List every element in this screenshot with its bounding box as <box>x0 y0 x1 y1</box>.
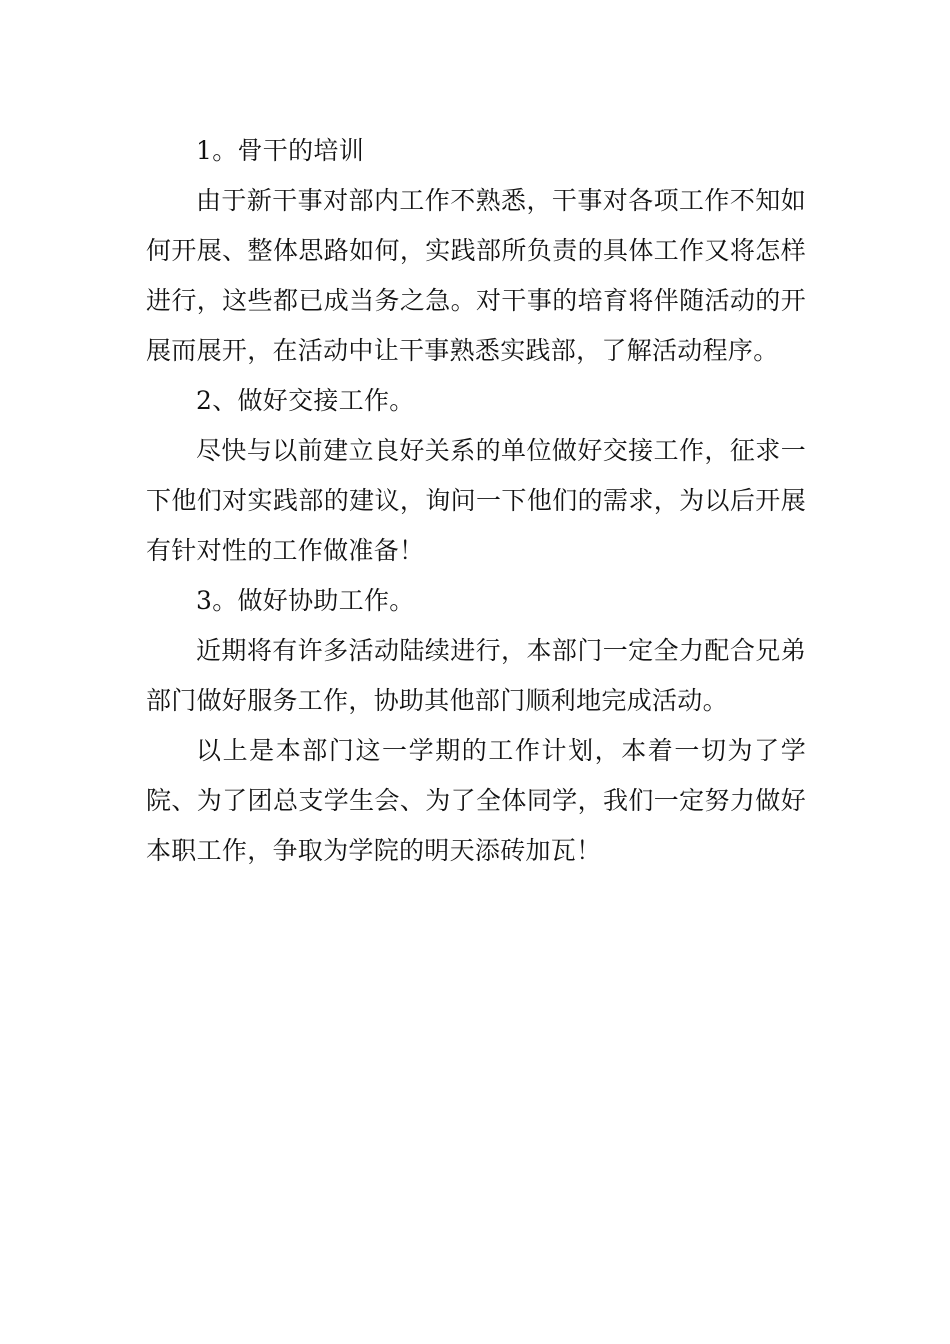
paragraph-conclusion: 以上是本部门这一学期的工作计划，本着一切为了学院、为了团总支学生会、为了全体同学，我们一定努力做好本职工作，争取为学院的明天添砖加瓦！ <box>146 736 806 865</box>
section-heading-training: 1。骨干的培训 <box>196 136 365 165</box>
paragraph-handover: 尽快与以前建立良好关系的单位做好交接工作，征求一下他们对实践部的建议，询问一下他们的需求，为以后开展有针对性的工作做准备！ <box>146 436 806 565</box>
section-heading-assist: 3。做好协助工作。 <box>196 586 415 615</box>
section-heading-handover: 2、做好交接工作。 <box>196 386 415 415</box>
paragraph-training: 由于新干事对部内工作不熟悉，干事对各项工作不知如何开展、整体思路如何，实践部所负责的具体工作又将怎样进行，这些都已成当务之急。对干事的培育将伴随活动的开展而展开，在活动中让干事熟悉实践部，了解活动程序。 <box>146 186 806 365</box>
document-body <box>146 126 806 876</box>
paragraph-assist: 近期将有许多活动陆续进行，本部门一定全力配合兄弟部门做好服务工作，协助其他部门顺利地完成活动。 <box>146 636 806 715</box>
